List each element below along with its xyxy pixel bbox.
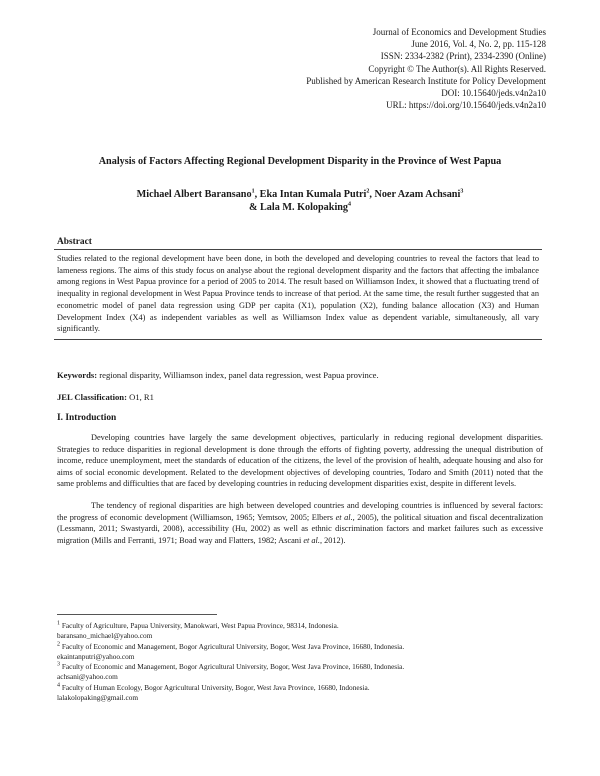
jel-classification [57, 392, 154, 402]
introduction-body [57, 432, 543, 556]
footnote-email[interactable]: lalakolopaking@gmail.com [57, 693, 139, 703]
journal-issue: June 2016, Vol. 4, No. 2, pp. 115-128 [411, 39, 546, 50]
footnote-email[interactable]: achsani@yahoo.com [57, 672, 118, 682]
jel-text: O1, R1 [129, 392, 154, 402]
journal-issn: ISSN: 2334-2382 (Print), 2334-2390 (Online) [380, 51, 546, 62]
footnote: $^3$ Faculty of Economic and Management, Bogor Agricultural University, Bogor, West Java Province, 16680, Indonesia. [57, 661, 405, 672]
author-name: & Lala M. Kolopaking [248, 202, 349, 213]
author-line-2 [60, 201, 540, 214]
footnotes [57, 621, 547, 703]
paragraph-1: Developing countries have largely the same development objectives, particularly in reducing regional development disparities. Strategies to reduce disparities in regional development is done through the efforts of fighting poverty, addressing the unequal distribution of income, reduce unemployment, meet the standards of education of the citizens, the level of the provision of health, adequate housing and also for aims of social economic development. Related to the development objectives of developing countries, Todaro and Smith (2011) noted that the same problems and difficulties that are faced by developing countries in reducing development disparities exist, despite in different levels. [57, 433, 543, 489]
journal-copyright: Copyright © The Author(s). All Rights Reserved. [368, 63, 546, 74]
keywords-label: Keywords: [57, 370, 98, 380]
jel-label: JEL Classification: [57, 392, 127, 402]
footnote: $^1$ Faculty of Agriculture, Papua University, Manokwari, West Papua Province, 98314, Indonesia. [57, 620, 339, 630]
footnote: $^2$ Faculty of Economic and Management, Bogor Agricultural University, Bogor, West Java Province, 16680, Indonesia. [57, 641, 405, 651]
author-sup: 3 [460, 188, 464, 195]
journal-name: Journal of Economics and Development Studies [372, 27, 546, 37]
keywords-text: regional disparity, Williamson index, panel data regression, west Papua province. [99, 370, 379, 380]
paragraph-2: The tendency of regional disparities are high between developed countries and developing countries is influenced by several factors: the progress of economic development (Williamson, 1965; Yemtsov, 2005; Elbers et al., 2005), the political situation and fiscal decentralization (Lessmann, 2011; Swastyardi, 2008), accessibility (Hu, 2002) as well as ethnic discrimination factors and market failures such as excessive migration (Mills and Ferranti, 1971; Boad way and Flatters, 1982; Ascani et al., 2012). [57, 500, 543, 545]
abstract-text: Studies related to the regional development have been done, in both the developed and developing countries to reveal the factors that lead to lameness regions. The aims of this study focus on analyse about the regional development disparity and the factors that affecting the imbalance among regions in West Papua province for a period of 2005 to 2014. The result based on Williamson Index, it showed that a fluctuating trend of inequality in regional development in West Papua Province tends to increase of that period. At the same time, the result further suggested that an econometric model of panel data regression using GDP per capita (X1), population (X2), funding balance allocation (X3) and Human Development Index (X4) as independent variables as well as Williamson Index value as dependent variable, simultaneously, all vary significantly. [57, 254, 539, 334]
author-list [60, 188, 540, 214]
author-name: Noer Azam Achsani [374, 189, 461, 200]
abstract-box [54, 249, 542, 340]
journal-doi: DOI: 10.15640/jeds.v4n2a10 [441, 88, 546, 99]
author-line-1: Michael Albert Baransano$^1$, Eka Intan Kumala Putri$^2$, Noer Azam Achsani$^3$ [136, 188, 464, 200]
journal-publisher: Published by American Research Institute for Policy Development [306, 75, 546, 86]
author-sup: 2 [366, 188, 370, 195]
author-sup: 4 [348, 201, 352, 208]
footnote-email[interactable]: baransano_michael@yahoo.com [57, 631, 153, 641]
abstract-heading: Abstract [57, 237, 92, 247]
footnote: $^4$ Faculty of Human Ecology, Bogor Agricultural University, Bogor, West Java Province, 16680, Indonesia. [57, 682, 370, 692]
journal-url[interactable]: URL: https://doi.org/10.15640/jeds.v4n2a10 [386, 100, 546, 111]
footnote-divider [57, 614, 217, 615]
author-sup: 1 [251, 188, 255, 195]
author-name: Michael Albert Baransano [136, 189, 252, 200]
author-name: Eka Intan Kumala Putri [259, 189, 367, 200]
footnote-email[interactable]: ekaintanputri@yahoo.com [57, 651, 135, 661]
journal-header [306, 26, 546, 111]
keywords [57, 370, 543, 380]
paper-title: Analysis of Factors Affecting Regional Development Disparity in the Province of West Papua [98, 156, 502, 167]
section-heading: I. Introduction [57, 413, 117, 423]
